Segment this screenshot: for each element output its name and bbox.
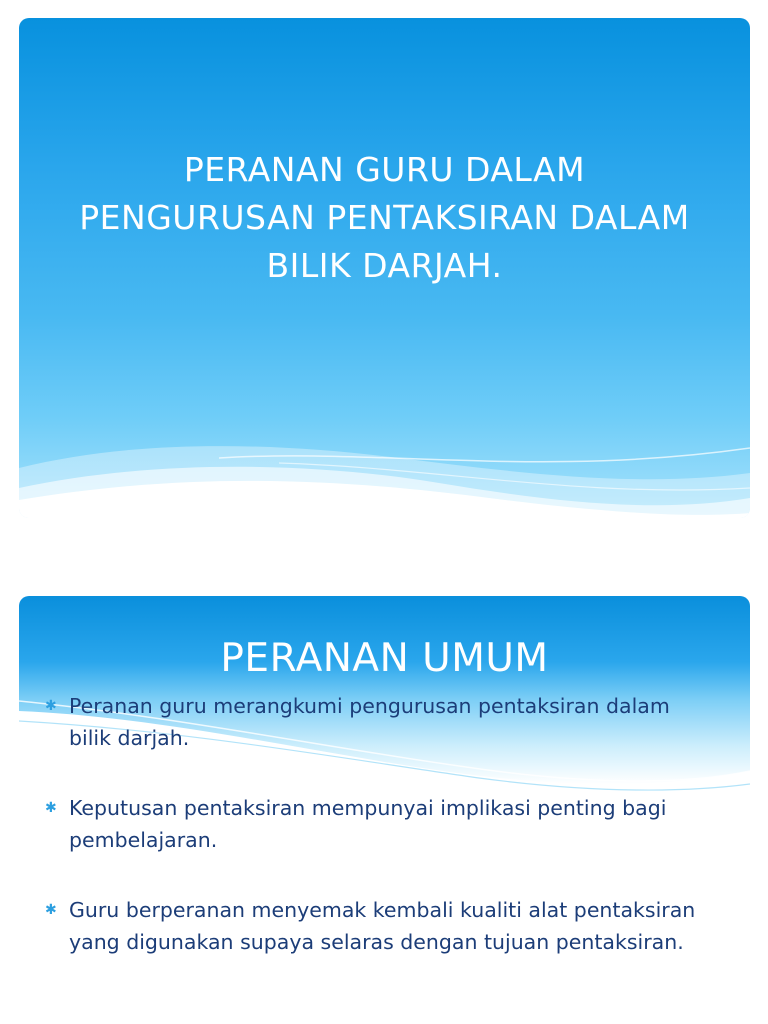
title-slide (19, 18, 750, 518)
title-line: BILIK DARJAH. (266, 246, 503, 285)
list-item (45, 792, 735, 856)
bullet-line: bilik darjah. (69, 726, 190, 750)
slide-title (49, 146, 720, 290)
list-item (45, 894, 735, 958)
bullet-line: Keputusan pentaksiran mempunyai implikasi penting bagi (69, 796, 667, 820)
bullet-line: pembelajaran. (69, 828, 218, 852)
slide-heading: PERANAN UMUM (220, 636, 549, 681)
bullet-list (45, 690, 735, 958)
bullet-line: Peranan guru merangkumi pengurusan pentaksiran dalam (69, 694, 670, 718)
asterisk-icon: ✱ (45, 698, 57, 714)
bullet-line: yang digunakan supaya selaras dengan tujuan pentaksiran. (69, 930, 684, 954)
asterisk-icon: ✱ (45, 800, 57, 816)
list-item (45, 690, 735, 754)
bullet-line: Guru berperanan menyemak kembali kualiti alat pentaksiran (69, 898, 696, 922)
title-line: PERANAN GURU DALAM (183, 150, 586, 189)
content-slide (19, 596, 750, 1024)
asterisk-icon: ✱ (45, 902, 57, 918)
title-line: PENGURUSAN PENTAKSIRAN DALAM (79, 198, 690, 237)
